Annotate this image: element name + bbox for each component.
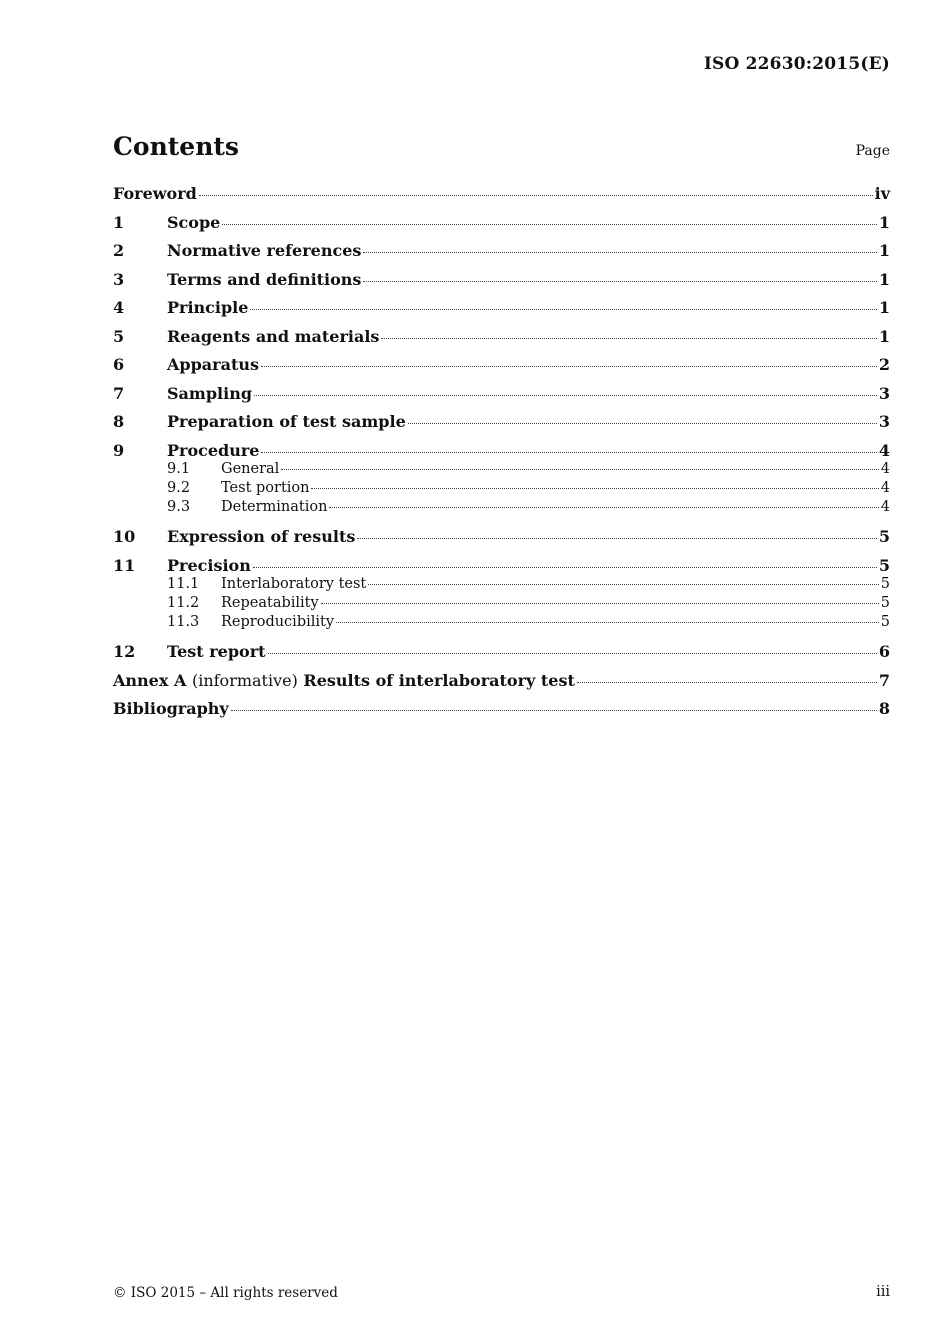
toc-entry-page: 4: [878, 440, 890, 460]
dot-leader: [577, 682, 877, 683]
toc-entry-title: Bibliography: [113, 699, 229, 719]
toc-entry-title: Reproducibility: [221, 613, 335, 630]
toc-entry-title: Preparation of test sample: [167, 412, 406, 431]
toc-entry-subclause-11-2[interactable]: [113, 595, 890, 614]
dot-leader: [329, 507, 878, 508]
annex-type: (informative): [191, 670, 298, 690]
toc-entry-clause-3[interactable]: [113, 270, 890, 299]
toc-entry-title: Interlaboratory test: [221, 575, 367, 592]
toc-entry-clause-5[interactable]: [113, 327, 890, 356]
toc-entry-clause-12[interactable]: [113, 642, 890, 671]
toc-entry-clause-8[interactable]: [113, 412, 890, 441]
page-column-label: Page: [855, 143, 890, 159]
clause-number: 4: [113, 298, 125, 317]
toc-entry-subclause-9-1[interactable]: [113, 461, 890, 480]
toc-entry-page: 1: [878, 212, 890, 232]
clause-number: 9: [113, 440, 125, 460]
clause-number: 7: [113, 383, 125, 403]
toc-entry-page: 2: [878, 355, 890, 374]
toc-entry-page: 7: [878, 670, 890, 690]
toc-entry-title: Terms and definitions: [167, 269, 362, 289]
dot-leader: [253, 567, 877, 568]
toc-entry-title: General: [221, 460, 280, 477]
toc-entry-bibliography[interactable]: [113, 699, 890, 728]
clause-number: 12: [113, 642, 136, 662]
toc-entry-title: Precision: [167, 555, 251, 575]
subclause-number: 11.3: [167, 613, 200, 630]
dot-leader: [357, 538, 877, 539]
toc-entry-title: Repeatability: [221, 594, 319, 611]
toc-entry-page: 1: [878, 241, 890, 260]
toc-entry-subclause-9-3[interactable]: [113, 499, 890, 518]
toc-entry-clause-10[interactable]: [113, 527, 890, 556]
dot-leader: [268, 653, 877, 654]
toc-entry-title: Test report: [167, 642, 266, 662]
dot-leader: [363, 252, 876, 253]
clause-number: 11: [113, 555, 136, 575]
copyright-notice: © ISO 2015 – All rights reserved: [113, 1285, 338, 1301]
clause-number: 5: [113, 326, 125, 346]
toc-entry-clause-11[interactable]: [113, 556, 890, 576]
annex-title: Results of interlaboratory test: [303, 670, 575, 690]
toc-entry-page: 4: [880, 498, 890, 515]
subclause-number: 11.1: [167, 575, 200, 592]
toc-entry-title: Scope: [167, 212, 221, 232]
toc-entry-clause-9[interactable]: [113, 441, 890, 461]
toc-entry-clause-4[interactable]: [113, 298, 890, 327]
page-number: iii: [876, 1284, 890, 1300]
toc-entry-page: 5: [880, 594, 890, 611]
toc-entry-foreword[interactable]: [113, 184, 890, 213]
subclause-number: 11.2: [167, 594, 200, 611]
clause-number: 8: [113, 412, 125, 431]
dot-leader: [254, 395, 877, 396]
toc-entry-title: Foreword: [113, 184, 197, 203]
dot-leader: [408, 423, 877, 424]
toc-entry-title: Sampling: [167, 383, 253, 403]
clause-number: 2: [113, 241, 125, 260]
toc-entry-page: 5: [880, 613, 890, 630]
toc-entry-page: iv: [874, 184, 890, 203]
toc-entry-title: Procedure: [167, 440, 260, 460]
clause-number: 6: [113, 355, 125, 374]
dot-leader: [381, 338, 876, 339]
toc-entry-title: [113, 671, 575, 690]
toc-entry-title: Expression of results: [167, 527, 356, 547]
dot-leader: [231, 710, 877, 711]
toc-entry-page: 3: [878, 383, 890, 403]
dot-leader: [222, 224, 877, 225]
toc-entry-page: 5: [878, 555, 890, 575]
clause-number: 1: [113, 212, 125, 232]
toc-entry-page: 4: [880, 460, 890, 477]
toc-entry-title: Normative references: [167, 241, 362, 260]
toc-entry-title: Apparatus: [167, 355, 259, 374]
dot-leader: [261, 452, 876, 453]
toc-entry-page: 1: [878, 298, 890, 317]
subclause-number: 9.3: [167, 498, 191, 515]
dot-leader: [199, 195, 873, 196]
toc-entry-subclause-11-3[interactable]: [113, 614, 890, 633]
dot-leader: [368, 584, 879, 585]
dot-leader: [281, 469, 878, 470]
dot-leader: [311, 488, 878, 489]
dot-leader: [321, 603, 879, 604]
toc-entry-title: Test portion: [221, 479, 310, 496]
toc-entry-page: 1: [878, 269, 890, 289]
toc-entry-page: 4: [880, 479, 890, 496]
contents-title: Contents: [113, 132, 240, 161]
toc-entry-page: 1: [878, 326, 890, 346]
subclause-number: 9.2: [167, 479, 191, 496]
toc-entry-page: 5: [878, 527, 890, 547]
toc-entry-subclause-9-2[interactable]: [113, 480, 890, 499]
dot-leader: [336, 622, 879, 623]
toc-entry-page: 3: [878, 412, 890, 431]
toc-entry-title: Determination: [221, 498, 328, 515]
toc-entry-title: Reagents and materials: [167, 326, 380, 346]
toc-entry-clause-1[interactable]: [113, 213, 890, 242]
table-of-contents: [113, 184, 890, 728]
dot-leader: [363, 281, 876, 282]
dot-leader: [261, 366, 877, 367]
annex-label: Annex A: [113, 670, 187, 690]
clause-number: 3: [113, 269, 125, 289]
toc-entry-page: 5: [880, 575, 890, 592]
toc-entry-annex-a[interactable]: [113, 671, 890, 700]
document-id: ISO 22630:2015(E): [703, 54, 890, 74]
toc-entry-clause-7[interactable]: [113, 384, 890, 413]
toc-entry-clause-2[interactable]: [113, 241, 890, 270]
toc-entry-page: 6: [878, 642, 890, 662]
subclause-number: 9.1: [167, 460, 191, 477]
toc-entry-subclause-11-1[interactable]: [113, 576, 890, 595]
toc-entry-clause-6[interactable]: [113, 355, 890, 384]
toc-entry-title: Principle: [167, 298, 249, 317]
toc-entry-page: 8: [878, 699, 890, 719]
dot-leader: [250, 309, 876, 310]
clause-number: 10: [113, 527, 136, 547]
